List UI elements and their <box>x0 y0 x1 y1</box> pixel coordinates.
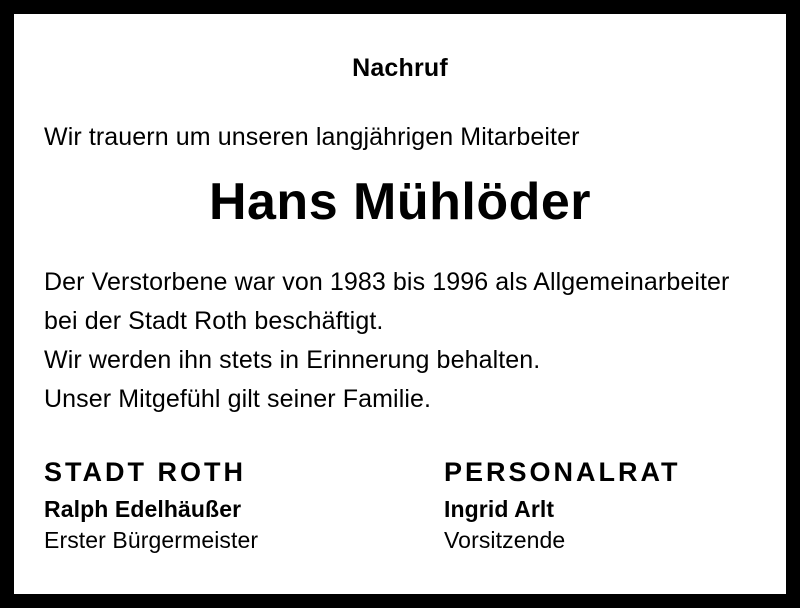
signature-person: Ingrid Arlt <box>444 496 555 522</box>
signature-role: Erster Bürgermeister <box>44 527 259 553</box>
body-line: Unser Mitgefühl gilt seiner Familie. <box>44 385 432 413</box>
body-line: bei der Stadt Roth beschäftigt. <box>44 307 384 335</box>
body-line: Wir werden ihn stets in Erinnerung behalten. <box>44 346 541 374</box>
signature-column-personalrat <box>444 457 681 554</box>
signature-organization: STADT ROTH <box>44 457 246 487</box>
body-text <box>44 266 756 415</box>
signature-role: Vorsitzende <box>444 527 566 553</box>
signature-person: Ralph Edelhäußer <box>44 496 242 522</box>
signature-column-stadt-roth <box>44 457 444 554</box>
deceased-name: Hans Mühlöder <box>208 173 592 231</box>
page-title: Nachruf <box>352 54 448 82</box>
intro-text: Wir trauern um unseren langjährigen Mitarbeiter <box>44 123 580 151</box>
signature-block <box>44 457 756 554</box>
body-line: Der Verstorbene war von 1983 bis 1996 als Allgemeinarbeiter <box>44 268 730 296</box>
signature-organization: PERSONALRAT <box>444 457 681 487</box>
